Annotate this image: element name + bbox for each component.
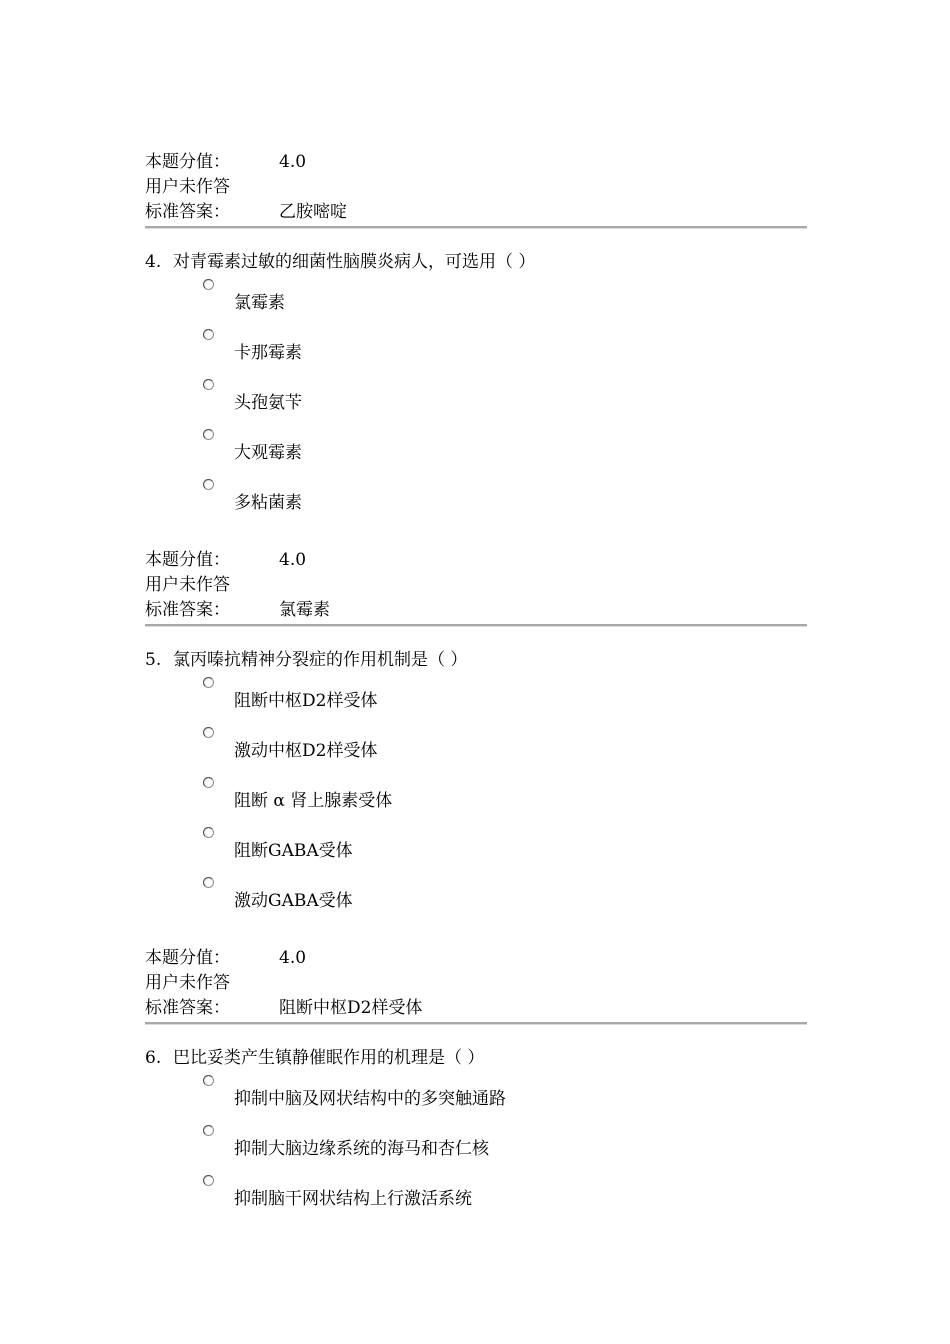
option-item[interactable] [203,827,803,871]
option-item[interactable] [203,379,803,423]
radio-button[interactable] [203,777,214,788]
option-item[interactable] [203,677,803,721]
option-item[interactable] [203,727,803,771]
radio-button[interactable] [203,1125,214,1136]
answer-label: 标准答案： [145,202,230,222]
option-item[interactable] [203,1125,803,1169]
radio-button[interactable] [203,1075,214,1086]
option-item[interactable] [203,1175,803,1219]
option-label: 头孢氨苄 [234,393,302,413]
unanswered-label: 用户未作答 [145,575,230,595]
score-value: 4.0 [279,948,307,968]
score-value: 4.0 [279,152,307,172]
radio-button[interactable] [203,479,214,490]
radio-button[interactable] [203,677,214,688]
answer-label: 标准答案： [145,600,230,620]
question-text: 氯丙嗪抗精神分裂症的作用机制是（ ） [173,650,468,670]
option-label: 氯霉素 [234,293,285,313]
option-label: 抑制中脑及网状结构中的多突触通路 [234,1089,506,1109]
radio-button[interactable] [203,727,214,738]
score-label: 本题分值： [145,948,230,968]
question-number: 4. [145,252,162,272]
option-label: 激动GABA受体 [234,891,353,911]
radio-button[interactable] [203,827,214,838]
option-label: 卡那霉素 [234,343,302,363]
option-item[interactable] [203,329,803,373]
answer-value: 氯霉素 [279,600,330,620]
option-label: 激动中枢D2样受体 [234,741,378,761]
option-item[interactable] [203,877,803,921]
option-item[interactable] [203,777,803,821]
question-text: 对青霉素过敏的细菌性脑膜炎病人，可选用（ ） [173,252,536,272]
question-text: 巴比妥类产生镇静催眠作用的机理是（ ） [173,1048,485,1068]
option-label: 阻断 α 肾上腺素受体 [234,791,393,811]
unanswered-label: 用户未作答 [145,177,230,197]
answer-label: 标准答案： [145,998,230,1018]
question-title [145,249,845,275]
question-title [145,647,845,673]
divider [145,624,807,627]
option-label: 抑制脑干网状结构上行激活系统 [234,1189,472,1209]
unanswered-label: 用户未作答 [145,973,230,993]
option-label: 阻断中枢D2样受体 [234,691,378,711]
question-title [145,1045,845,1071]
divider [145,226,807,229]
radio-button[interactable] [203,379,214,390]
radio-button[interactable] [203,877,214,888]
option-item[interactable] [203,479,803,523]
option-item[interactable] [203,1075,803,1119]
question-number: 5. [145,650,162,670]
answer-value: 阻断中枢D2样受体 [279,998,423,1018]
radio-button[interactable] [203,1175,214,1186]
option-label: 多粘菌素 [234,493,302,513]
option-label: 大观霉素 [234,443,302,463]
radio-button[interactable] [203,329,214,340]
radio-button[interactable] [203,429,214,440]
score-label: 本题分值： [145,550,230,570]
score-label: 本题分值： [145,152,230,172]
option-label: 抑制大脑边缘系统的海马和杏仁核 [234,1139,489,1159]
option-item[interactable] [203,279,803,323]
answer-value: 乙胺嘧啶 [279,202,347,222]
radio-button[interactable] [203,279,214,290]
option-item[interactable] [203,429,803,473]
divider [145,1022,807,1025]
question-number: 6. [145,1048,162,1068]
option-label: 阻断GABA受体 [234,841,353,861]
score-value: 4.0 [279,550,307,570]
